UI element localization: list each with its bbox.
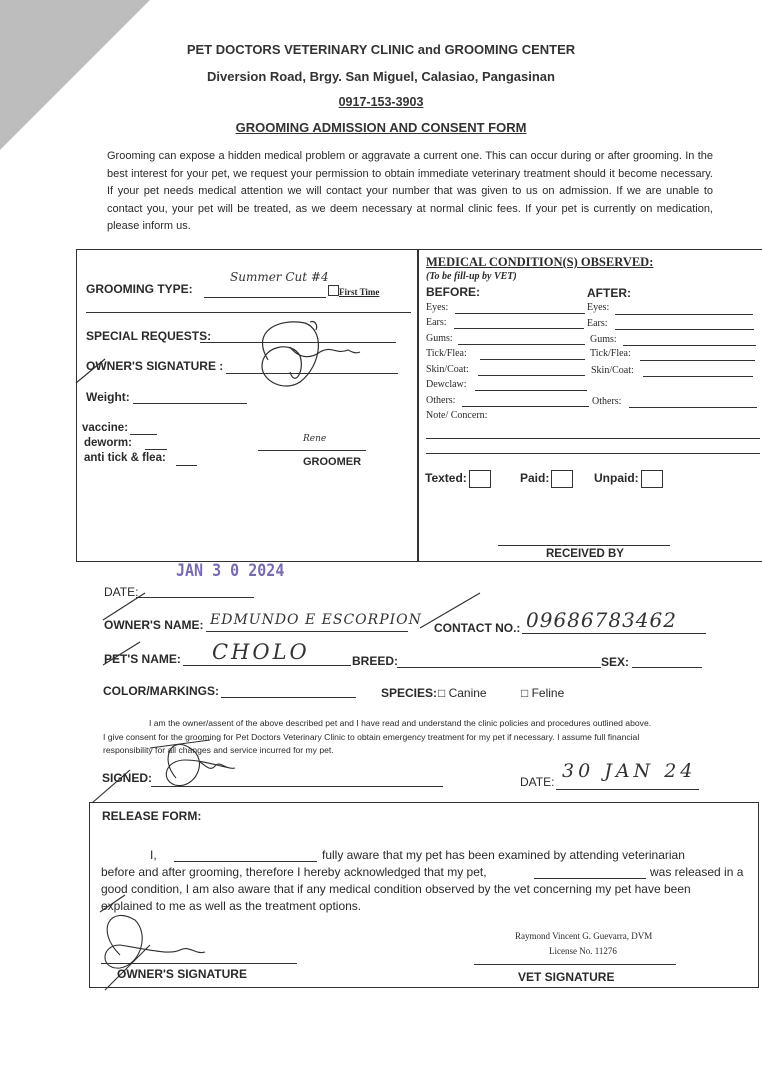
after-skincoat-label: Skin/Coat: <box>591 365 634 376</box>
consent-date-label: DATE: <box>520 775 555 789</box>
special-requests-label: SPECIAL REQUESTS: <box>86 329 212 343</box>
sex-label: SEX: <box>601 655 630 669</box>
pet-name-value: CHOLO <box>212 640 310 664</box>
texted-label <box>425 470 491 488</box>
color-markings-label: COLOR/MARKINGS: <box>103 684 219 698</box>
weight-field[interactable] <box>133 403 247 404</box>
before-gums-field[interactable] <box>458 344 585 345</box>
consent-line-3: responsibility for all changes and service incurred for my pet. <box>103 745 334 755</box>
note-concern-label: Note/ Concern: <box>426 410 488 421</box>
received-by-label: RECEIVED BY <box>546 548 624 560</box>
owner-signature-release-field[interactable] <box>101 963 297 964</box>
sex-field[interactable] <box>632 667 702 668</box>
species-canine-option[interactable]: □ Canine <box>438 686 487 700</box>
deworm-field[interactable] <box>145 449 167 450</box>
after-tickflea-field[interactable] <box>640 360 755 361</box>
before-others-field[interactable] <box>462 406 589 407</box>
pet-name-field[interactable] <box>183 665 351 666</box>
owner-signature-label: OWNER'S SIGNATURE : <box>86 359 224 373</box>
before-gums-label: Gums: <box>426 333 453 344</box>
note-line-1[interactable] <box>426 438 760 439</box>
species-feline-option[interactable]: □ Feline <box>521 686 565 700</box>
release-p2-start: before and after grooming, therefore I hereby acknowledged that my pet, <box>101 865 487 879</box>
before-eyes-label: Eyes: <box>426 302 449 313</box>
received-by-field[interactable] <box>498 545 670 546</box>
release-p2-end: was released in a <box>650 865 744 879</box>
grooming-type-extra-line[interactable] <box>86 312 411 313</box>
vet-signature-label: VET SIGNATURE <box>518 970 615 984</box>
consent-line-2: I give consent for the grooming for Pet Doctors Veterinary Clinic to obtain emergency treatment for my pet if necessary. I assume full financial <box>103 732 640 742</box>
after-others-label: Others: <box>592 396 622 407</box>
clinic-address: Diversion Road, Brgy. San Miguel, Calasiao, Pangasinan <box>207 69 555 84</box>
antitick-label: anti tick & flea: <box>84 452 166 464</box>
date-label: DATE: <box>104 585 139 599</box>
texted-checkbox[interactable] <box>469 470 491 488</box>
before-dewclaw-label: Dewclaw: <box>426 379 467 390</box>
medical-title: MEDICAL CONDITION(S) OBSERVED: <box>426 255 654 269</box>
breed-field[interactable] <box>397 667 601 668</box>
owner-signature-field[interactable] <box>226 373 398 374</box>
groomer-name: Rene <box>303 434 327 444</box>
grooming-type-label: GROOMING TYPE: <box>86 282 193 296</box>
before-eyes-field[interactable] <box>455 313 585 314</box>
contact-value: 09686783462 <box>526 608 677 632</box>
weight-label: Weight: <box>86 390 130 404</box>
after-gums-label: Gums: <box>590 334 617 345</box>
color-markings-field[interactable] <box>221 697 356 698</box>
before-ears-field[interactable] <box>454 328 584 329</box>
after-others-field[interactable] <box>629 407 757 408</box>
after-label: AFTER: <box>587 286 631 300</box>
owner-name-field[interactable] <box>206 631 408 632</box>
texted-text: Texted: <box>425 471 467 486</box>
signed-field[interactable] <box>151 786 443 787</box>
release-p4: explained to me as well as the treatment options. <box>101 899 362 913</box>
vaccine-field[interactable] <box>130 434 157 435</box>
consent-line-1: I am the owner/assent of the above described pet and I have read and understand the clinic policies and procedures outlined above. <box>149 718 652 728</box>
consent-date-field[interactable] <box>556 789 699 790</box>
first-time-label: First Time <box>339 287 380 297</box>
release-owner-name-field[interactable] <box>174 861 317 862</box>
before-dewclaw-field[interactable] <box>475 390 587 391</box>
unpaid-label <box>594 470 663 488</box>
paid-label <box>520 470 573 488</box>
signed-label: SIGNED: <box>102 771 153 785</box>
release-p3: good condition, I am also aware that if any medical condition observed by the vet concerning my pet have been <box>101 882 691 896</box>
unpaid-text: Unpaid: <box>594 471 639 486</box>
consent-date-value: 30 JAN 24 <box>562 760 697 782</box>
vet-name: Raymond Vincent G. Guevarra, DVM <box>515 931 653 941</box>
release-p1-start: I, <box>150 848 157 862</box>
antitick-field[interactable] <box>176 465 197 466</box>
before-others-label: Others: <box>426 395 456 406</box>
owner-name-value: EDMUNDO E ESCORPION <box>210 612 422 628</box>
paid-checkbox[interactable] <box>551 470 573 488</box>
clinic-phone: 0917-153-3903 <box>338 95 424 109</box>
release-title: RELEASE FORM: <box>102 809 202 823</box>
groomer-label: GROOMER <box>303 456 362 468</box>
after-gums-field[interactable] <box>623 345 756 346</box>
owner-name-label: OWNER'S NAME: <box>104 618 204 632</box>
after-skincoat-field[interactable] <box>643 376 753 377</box>
date-stamp: JAN 3 0 2024 <box>176 559 285 581</box>
before-tickflea-field[interactable] <box>480 359 585 360</box>
vet-license: License No. 11276 <box>549 946 617 956</box>
after-ears-label: Ears: <box>587 318 608 329</box>
special-requests-field[interactable] <box>200 342 396 343</box>
after-eyes-field[interactable] <box>615 314 753 315</box>
after-eyes-label: Eyes: <box>587 302 610 313</box>
after-ears-field[interactable] <box>615 329 754 330</box>
paid-text: Paid: <box>520 471 550 486</box>
medical-subtitle: (To be fill-up by VET) <box>426 271 517 282</box>
grooming-type-value: Summer Cut #4 <box>230 270 329 284</box>
unpaid-checkbox[interactable] <box>641 470 663 488</box>
contact-field[interactable] <box>522 633 706 634</box>
release-pet-name-field[interactable] <box>534 878 646 879</box>
first-time-checkbox[interactable] <box>328 285 339 296</box>
before-label: BEFORE: <box>426 285 480 299</box>
clinic-name: PET DOCTORS VETERINARY CLINIC and GROOMING CENTER <box>186 42 576 57</box>
pet-name-label: PET'S NAME: <box>104 652 181 666</box>
note-line-2[interactable] <box>426 453 760 454</box>
after-tickflea-label: Tick/Flea: <box>590 348 631 359</box>
vaccine-label: vaccine: <box>82 422 129 434</box>
vet-signature-field[interactable] <box>474 964 676 965</box>
before-tickflea-label: Tick/Flea: <box>426 348 467 359</box>
before-skincoat-field[interactable] <box>478 375 585 376</box>
release-p1-end: fully aware that my pet has been examined by attending veterinarian <box>322 848 685 862</box>
before-skincoat-label: Skin/Coat: <box>426 364 469 375</box>
breed-label: BREED: <box>352 654 399 668</box>
date-field[interactable] <box>136 597 254 598</box>
contact-label: CONTACT NO.: <box>434 621 521 635</box>
owner-signature-release-label: OWNER'S SIGNATURE <box>117 967 247 981</box>
form-title: GROOMING ADMISSION AND CONSENT FORM <box>235 120 527 135</box>
species-label: SPECIES: <box>381 686 438 700</box>
deworm-label: deworm: <box>84 437 132 449</box>
intro-paragraph: Grooming can expose a hidden medical problem or aggravate a current one. This can occur during or after grooming. In the best interest for your pet, we request your permission to obtain immediate veterinary treatment should it become necessary. If your pet needs medical attention we will contact your number that was given to us on admission. If we are unable to contact you, your pet will be treated, as we deem necessary at normal clinic fees. If your pet is currently on medication, please inform us. <box>107 150 713 232</box>
before-ears-label: Ears: <box>426 317 447 328</box>
